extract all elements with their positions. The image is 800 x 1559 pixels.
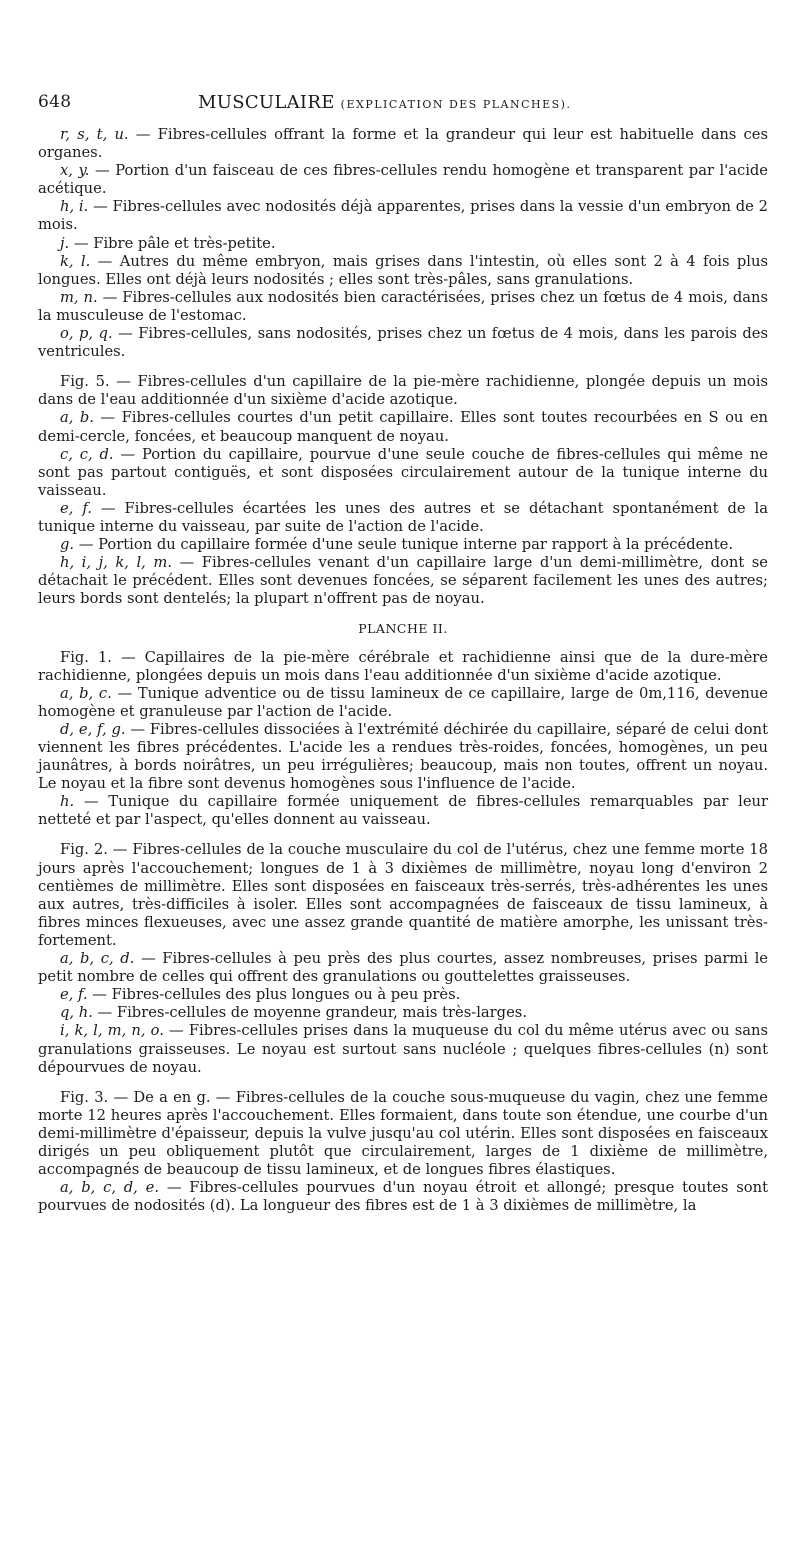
paragraph-text: — Fibres-cellules, sans nodosités, prises chez un fœtus de 4 mois, dans les parois des ventricules. bbox=[38, 325, 768, 361]
paragraph-text: — Fibres-cellules avec nodosités déjà apparentes, prises dans la vessie d'un embryon de 2 mois. bbox=[38, 198, 768, 234]
body-text bbox=[38, 126, 768, 1215]
paragraph bbox=[38, 721, 768, 793]
paragraph bbox=[38, 289, 768, 325]
figure-label: a, b, c. bbox=[60, 684, 112, 702]
paragraph bbox=[38, 235, 768, 253]
header-main-title: MUSCULAIRE bbox=[198, 92, 335, 113]
paragraph-text: — Fibre pâle et très-petite. bbox=[69, 234, 276, 252]
paragraph bbox=[38, 950, 768, 986]
paragraph bbox=[38, 793, 768, 829]
paragraph bbox=[38, 1179, 768, 1215]
paragraph-text: — Portion du capillaire, pourvue d'une seule couche de fibres-cellules qui même ne sont pas partout contiguës, et sont disposées circulairement autour de la tunique interne du vaisseau. bbox=[38, 445, 768, 499]
paragraph bbox=[38, 1022, 768, 1076]
paragraph-text: — Fibres-cellules venant d'un capillaire large d'un demi-millimètre, dont se détachait le précédent. Elles sont devenues foncées, se séparent facilement les unes des autres; leurs bords sont dentelés; la plupart n'offrent pas de noyau. bbox=[38, 554, 769, 608]
figure-label: g. bbox=[60, 536, 75, 554]
paragraph bbox=[38, 1089, 768, 1179]
figure-label: d, e, f, g. bbox=[60, 720, 126, 738]
paragraph bbox=[38, 325, 768, 361]
paragraph-text: — Fibres-cellules de moyenne grandeur, mais très-larges. bbox=[92, 1004, 527, 1022]
figure-label: c, c, d. bbox=[60, 445, 114, 463]
paragraph bbox=[38, 649, 768, 685]
figure-label: e, f. bbox=[60, 499, 92, 517]
paragraph-text: PLANCHE II. bbox=[358, 621, 448, 637]
paragraph bbox=[38, 1004, 768, 1022]
figure-label: m, n. bbox=[60, 288, 98, 306]
paragraph bbox=[38, 685, 768, 721]
paragraph-text: Fig. 5. — Fibres-cellules d'un capillaire de la pie-mère rachidienne, plongée depuis un mois dans de l'eau additionnée d'un sixième d'acide azotique. bbox=[38, 373, 768, 409]
figure-label: e, f. bbox=[60, 986, 88, 1004]
paragraph bbox=[38, 554, 768, 608]
paragraph bbox=[38, 162, 768, 198]
figure-label: r, s, t, u. bbox=[60, 126, 129, 143]
paragraph bbox=[38, 373, 768, 409]
header-subtitle: (EXPLICATION DES PLANCHES). bbox=[340, 98, 572, 111]
paragraph-text: Fig. 3. — De a en g. — Fibres-cellules de la couche sous-muqueuse du vagin, chez une femme morte 12 heures après l'accouchement. Elles formaient, dans toute son étendue, une courbe d'un demi-millimètre d'épaisseur, depuis la vulve jusqu'au col utérin. Elles sont disposées en faisceaux dirigés un peu obliquement plutôt que circulairement, larges de 1 dixième de millimètre, accompagnés de beaucoup de tissu lamineux, et de longues fibres élastiques. bbox=[38, 1088, 768, 1179]
paragraph-text: — Fibres-cellules pourvues d'un noyau étroit et allongé; presque toutes sont pourvues de nodosités (d). La longueur des fibres est de 1 à 3 dixièmes de millimètre, la bbox=[38, 1179, 768, 1215]
paragraph-text: — Fibres-cellules à peu près des plus courtes, assez nombreuses, prises parmi le petit nombre de celles qui offrent des granulations ou gouttelettes graisseuses. bbox=[38, 950, 768, 986]
paragraph bbox=[38, 446, 768, 500]
figure-label: a, b, c, d, e. bbox=[60, 1179, 160, 1197]
paragraph-text: Fig. 1. — Capillaires de la pie-mère cérébrale et rachidienne ainsi que de la dure-mère rachidienne, plongées depuis un mois dans l'eau additionnée d'un sixième d'acide azotique. bbox=[38, 648, 768, 684]
paragraph bbox=[38, 409, 768, 445]
figure-label: k, l. bbox=[60, 252, 91, 270]
figure-label: q, h. bbox=[60, 1004, 93, 1022]
paragraph bbox=[38, 126, 768, 162]
paragraph-text: — Fibres-cellules prises dans la muqueuse du col du même utérus avec ou sans granulations graisseuses. Le noyau est surtout sans nucléole ; quelques fibres-cellules (n) sont dépourvues de noyau. bbox=[38, 1022, 769, 1076]
paragraph-text: — Fibres-cellules offrant la forme et la grandeur qui leur est habituelle dans ces organes. bbox=[38, 126, 768, 162]
plate-heading bbox=[38, 620, 768, 638]
paragraph-text: — Fibres-cellules écartées les unes des autres et se détachant spontanément de la tunique interne du vaisseau, par suite de l'action de l'acide. bbox=[38, 499, 768, 535]
paragraph-text: Fig. 2. — Fibres-cellules de la couche musculaire du col de l'utérus, chez une femme morte 18 jours après l'accouchement; longues de 1 à 3 dixièmes de millimètre, noyau long d'environ 2 centièmes de millimètre. Elles sont disposées en faisceaux très-serrés, très-adhérentes les unes aux autres, très-difficiles à isoler. Elles sont accompagnées de faisceaux de tissu lamineux, à fibres minces flexueuses, avec une assez grande quantité de matière amorphe, les unissant très-fortement. bbox=[38, 841, 768, 949]
paragraph-text: — Portion du capillaire formée d'une seule tunique interne par rapport à la précédente. bbox=[74, 536, 734, 554]
figure-label: i, k, l, m, n, o. bbox=[60, 1022, 164, 1040]
paragraph-text: — Fibres-cellules courtes d'un petit capillaire. Elles sont toutes recourbées en S ou en demi-cercle, foncées, et beaucoup manquent de noyau. bbox=[38, 409, 768, 445]
paragraph bbox=[38, 253, 768, 289]
page-number: 648 bbox=[38, 92, 72, 112]
paragraph-text: — Fibres-cellules des plus longues ou à peu près. bbox=[87, 986, 461, 1004]
figure-label: h. bbox=[60, 793, 75, 811]
figure-label: h, i, j, k, l, m. bbox=[60, 554, 172, 572]
paragraph bbox=[38, 841, 768, 950]
paragraph-text: — Autres du même embryon, mais grises dans l'intestin, où elles sont 2 à 4 fois plus longues. Elles ont déjà leurs nodosités ; elles sont très-pâles, sans granulations. bbox=[38, 252, 768, 288]
running-header bbox=[38, 92, 778, 118]
figure-label: j. bbox=[60, 234, 70, 252]
figure-label: x, y. bbox=[60, 162, 90, 180]
figure-label: o, p, q. bbox=[60, 325, 113, 343]
figure-label: h, i. bbox=[60, 198, 89, 216]
paragraph bbox=[38, 500, 768, 536]
paragraph bbox=[38, 986, 768, 1004]
header-title bbox=[198, 92, 571, 113]
paragraph bbox=[38, 198, 768, 234]
figure-label: a, b. bbox=[60, 409, 94, 427]
paragraph-text: — Tunique adventice ou de tissu lamineux de ce capillaire, large de 0m,116, devenue homogène et granuleuse par l'action de l'acide. bbox=[38, 684, 768, 720]
paragraph bbox=[38, 536, 768, 554]
paragraph-text: — Fibres-cellules aux nodosités bien caractérisées, prises chez un fœtus de 4 mois, dans la musculeuse de l'estomac. bbox=[38, 288, 768, 324]
paragraph-text: — Tunique du capillaire formée uniquement de fibres-cellules remarquables par leur netteté et par l'aspect, qu'elles donnent au vaisseau. bbox=[38, 793, 768, 829]
paragraph-text: — Fibres-cellules dissociées à l'extrémité déchirée du capillaire, séparé de celui dont viennent les fibres précédentes. L'acide les a rendues très-roides, foncées, homogènes, un peu jaunâtres, à bords noirâtres, un peu irrégulières; beaucoup, mais non toutes, offrent un noyau. Le noyau et la fibre sont devenus homogènes sous l'influence de l'acide. bbox=[38, 720, 768, 793]
figure-label: a, b, c, d. bbox=[60, 950, 135, 968]
paragraph-text: — Portion d'un faisceau de ces fibres-cellules rendu homogène et transparent par l'acide acétique. bbox=[38, 162, 768, 198]
